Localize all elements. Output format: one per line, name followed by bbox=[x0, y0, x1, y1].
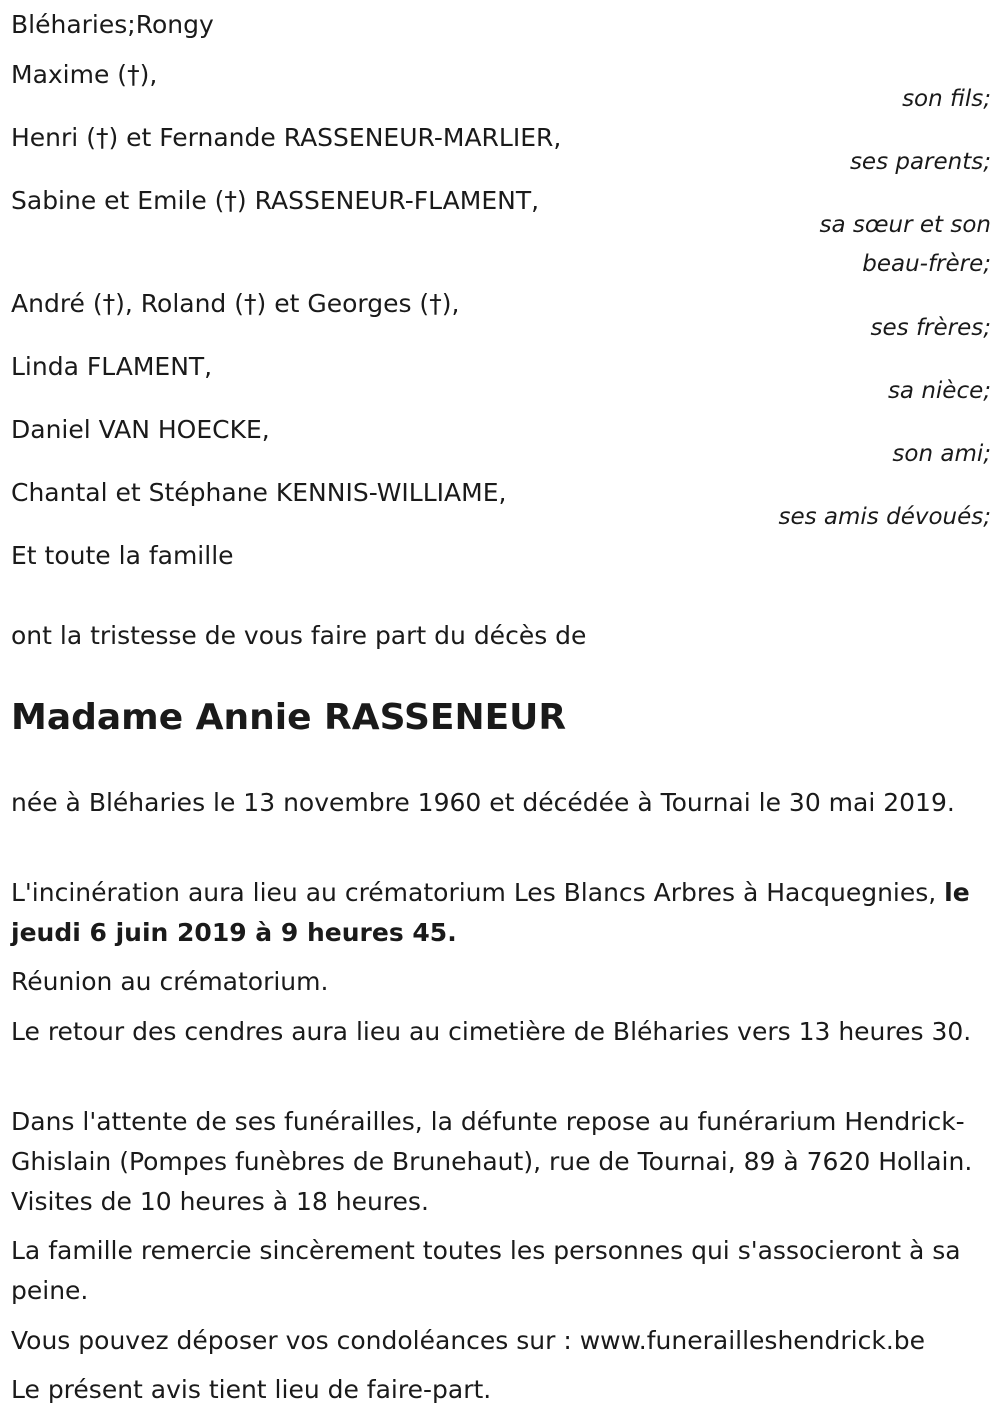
family-member-name: Daniel VAN HOECKE, bbox=[11, 415, 270, 444]
notice-paragraph: Le présent avis tient lieu de faire-part. bbox=[11, 1375, 492, 1404]
family-member-relation: sa sœur et son bbox=[819, 212, 991, 238]
family-member-relation: sa nièce; bbox=[887, 378, 991, 404]
condolences-paragraph: Vous pouvez déposer vos condoléances sur : www.funerailleshendrick.be bbox=[11, 1326, 926, 1355]
family-member-relation: beau-frère; bbox=[862, 251, 991, 277]
family-member-relation: ses parents; bbox=[849, 149, 991, 175]
thanks-paragraph: La famille remercie sincèrement toutes les personnes qui s'associeront à sa peine. bbox=[11, 1236, 961, 1305]
family-member-name: André (†), Roland (†) et Georges (†), bbox=[11, 289, 460, 318]
funerarium-paragraph: Dans l'attente de ses funérailles, la défunte repose au funérarium Hendrick-Ghislain (Pompes funèbres de Brunehaut), rue de Tournai, 89 à 7620 Hollain. Visites de 10 heures à 18 heures. bbox=[11, 1107, 973, 1216]
header-place: Bléharies;Rongy bbox=[11, 10, 214, 39]
cremation-datetime: le jeudi 6 juin 2019 à 9 heures 45. bbox=[11, 878, 970, 947]
announcement-text: ont la tristesse de vous faire part du décès de bbox=[11, 621, 587, 650]
family-member-name: Chantal et Stéphane KENNIS-WILLIAME, bbox=[11, 478, 507, 507]
family-member-name: Et toute la famille bbox=[11, 541, 234, 570]
cremation-paragraph bbox=[11, 873, 991, 953]
family-member-name: Maxime (†), bbox=[11, 60, 158, 89]
deceased-name: Madame Annie RASSENEUR bbox=[11, 697, 567, 738]
family-member-name: Sabine et Emile (†) RASSENEUR-FLAMENT, bbox=[11, 186, 540, 215]
reunion-paragraph: Réunion au crématorium. bbox=[11, 967, 329, 996]
family-member-name: Linda FLAMENT, bbox=[11, 352, 213, 381]
cremation-intro: L'incinération aura lieu au crématorium Les Blancs Arbres à Hacquegnies, bbox=[11, 878, 945, 907]
family-member-name: Henri (†) et Fernande RASSENEUR-MARLIER, bbox=[11, 123, 562, 152]
family-member-relation: son fils; bbox=[902, 86, 991, 112]
ashes-paragraph: Le retour des cendres aura lieu au cimetière de Bléharies vers 13 heures 30. bbox=[11, 1017, 972, 1046]
birth-death-paragraph: née à Bléharies le 13 novembre 1960 et décédée à Tournai le 30 mai 2019. bbox=[11, 788, 955, 817]
family-member-relation: ses amis dévoués; bbox=[778, 504, 991, 530]
family-member-relation: ses frères; bbox=[870, 315, 991, 341]
family-member-relation: son ami; bbox=[892, 441, 991, 467]
